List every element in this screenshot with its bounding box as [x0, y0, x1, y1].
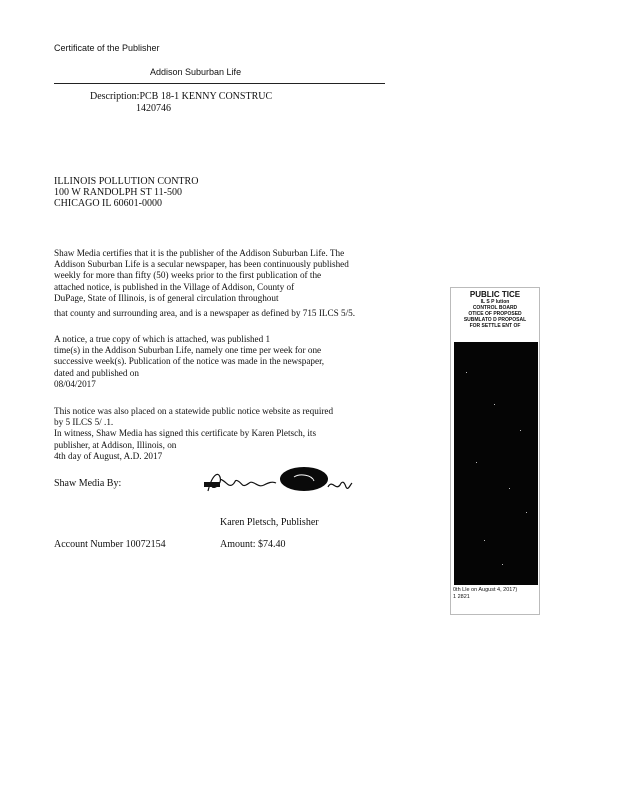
signature-image [202, 465, 354, 501]
description-label: Description: [90, 91, 140, 102]
paragraph-line: successive week(s). Publication of the notice was made in the newspaper, [54, 356, 325, 367]
clipping-footer-line: 0th Lle on August 4, 2017) [453, 587, 518, 593]
description-value: PCB 18-1 KENNY CONSTRUC [139, 91, 273, 102]
clipping-subtitle: FOR SETTLE ENT OF [469, 323, 521, 329]
witness-paragraph [54, 406, 333, 462]
paragraph-line: A notice, a true copy of which is attached, was published 1 [54, 334, 271, 344]
signing-date: 4th day of August, A.D. 2017 [54, 450, 163, 461]
clipping-subtitle: SUBMLATO D PROPOSAL [463, 317, 527, 323]
account-number: Account Number 10072154 [54, 539, 166, 550]
clipping-footer-line: 1 2821 [453, 594, 470, 600]
paragraph-line: Addison Suburban Life is a secular newspaper, has been continuously published [54, 259, 349, 270]
signed-by-label: Shaw Media By: [54, 478, 122, 489]
publication-date: 08/04/2017 [54, 378, 96, 389]
recipient-line-2: 100 W RANDOLPH ST 11-500 [54, 187, 182, 198]
notice-clipping [450, 287, 540, 615]
clipping-title: PUBLIC TICE [469, 290, 521, 299]
header-divider [54, 83, 385, 84]
signer-name: Karen Pletsch, Publisher [220, 517, 319, 528]
recipient-line-3: CHICAGO IL 60601-0000 [54, 198, 162, 209]
publication-paragraph [54, 334, 324, 390]
paragraph-line: time(s) in the Addison Suburban Life, namely one time per week for one [54, 345, 322, 356]
clipping-footer [453, 587, 539, 601]
paragraph-line: DuPage, State of Illinois, is of general circulation throughout [54, 292, 279, 303]
paragraph-line: publisher, at Addison, Illinois, on [54, 439, 177, 450]
paragraph-line: dated and published on [54, 367, 139, 378]
paragraph-line: In witness, Shaw Media has signed this certificate by Karen Pletsch, its [54, 428, 317, 439]
publication-name: Addison Suburban Life [150, 67, 242, 77]
paragraph-line: that county and surrounding area, and is a newspaper as defined by 715 ILCS 5/5. [54, 308, 356, 319]
amount: Amount: $74.40 [220, 539, 286, 550]
clipping-subtitle: OTICE OF PROPOSED [468, 311, 522, 317]
clipping-subtitle: CONTROL BOARD [472, 305, 518, 311]
description-line [90, 91, 272, 103]
recipient-line-1: ILLINOIS POLLUTION CONTRO [54, 176, 199, 187]
paragraph-line: attached notice, is published in the Village of Addison, County of [54, 281, 295, 292]
paragraph-line: This notice was also placed on a statewide public notice website as required [54, 406, 334, 416]
clipping-header [451, 288, 539, 340]
clipping-subtitle: IL S P lution [480, 299, 510, 305]
clipping-redacted-body [454, 342, 538, 585]
ad-number: 1420746 [136, 103, 171, 114]
paragraph-line: by 5 ILCS 5/ .1. [54, 417, 114, 428]
certificate-heading: Certificate of the Publisher [54, 43, 160, 53]
paragraph-line: Shaw Media certifies that it is the publisher of the Addison Suburban Life. The [54, 248, 345, 258]
paragraph-line: weekly for more than fifty (50) weeks prior to the first publication of the [54, 270, 322, 281]
certification-paragraph [54, 248, 355, 319]
